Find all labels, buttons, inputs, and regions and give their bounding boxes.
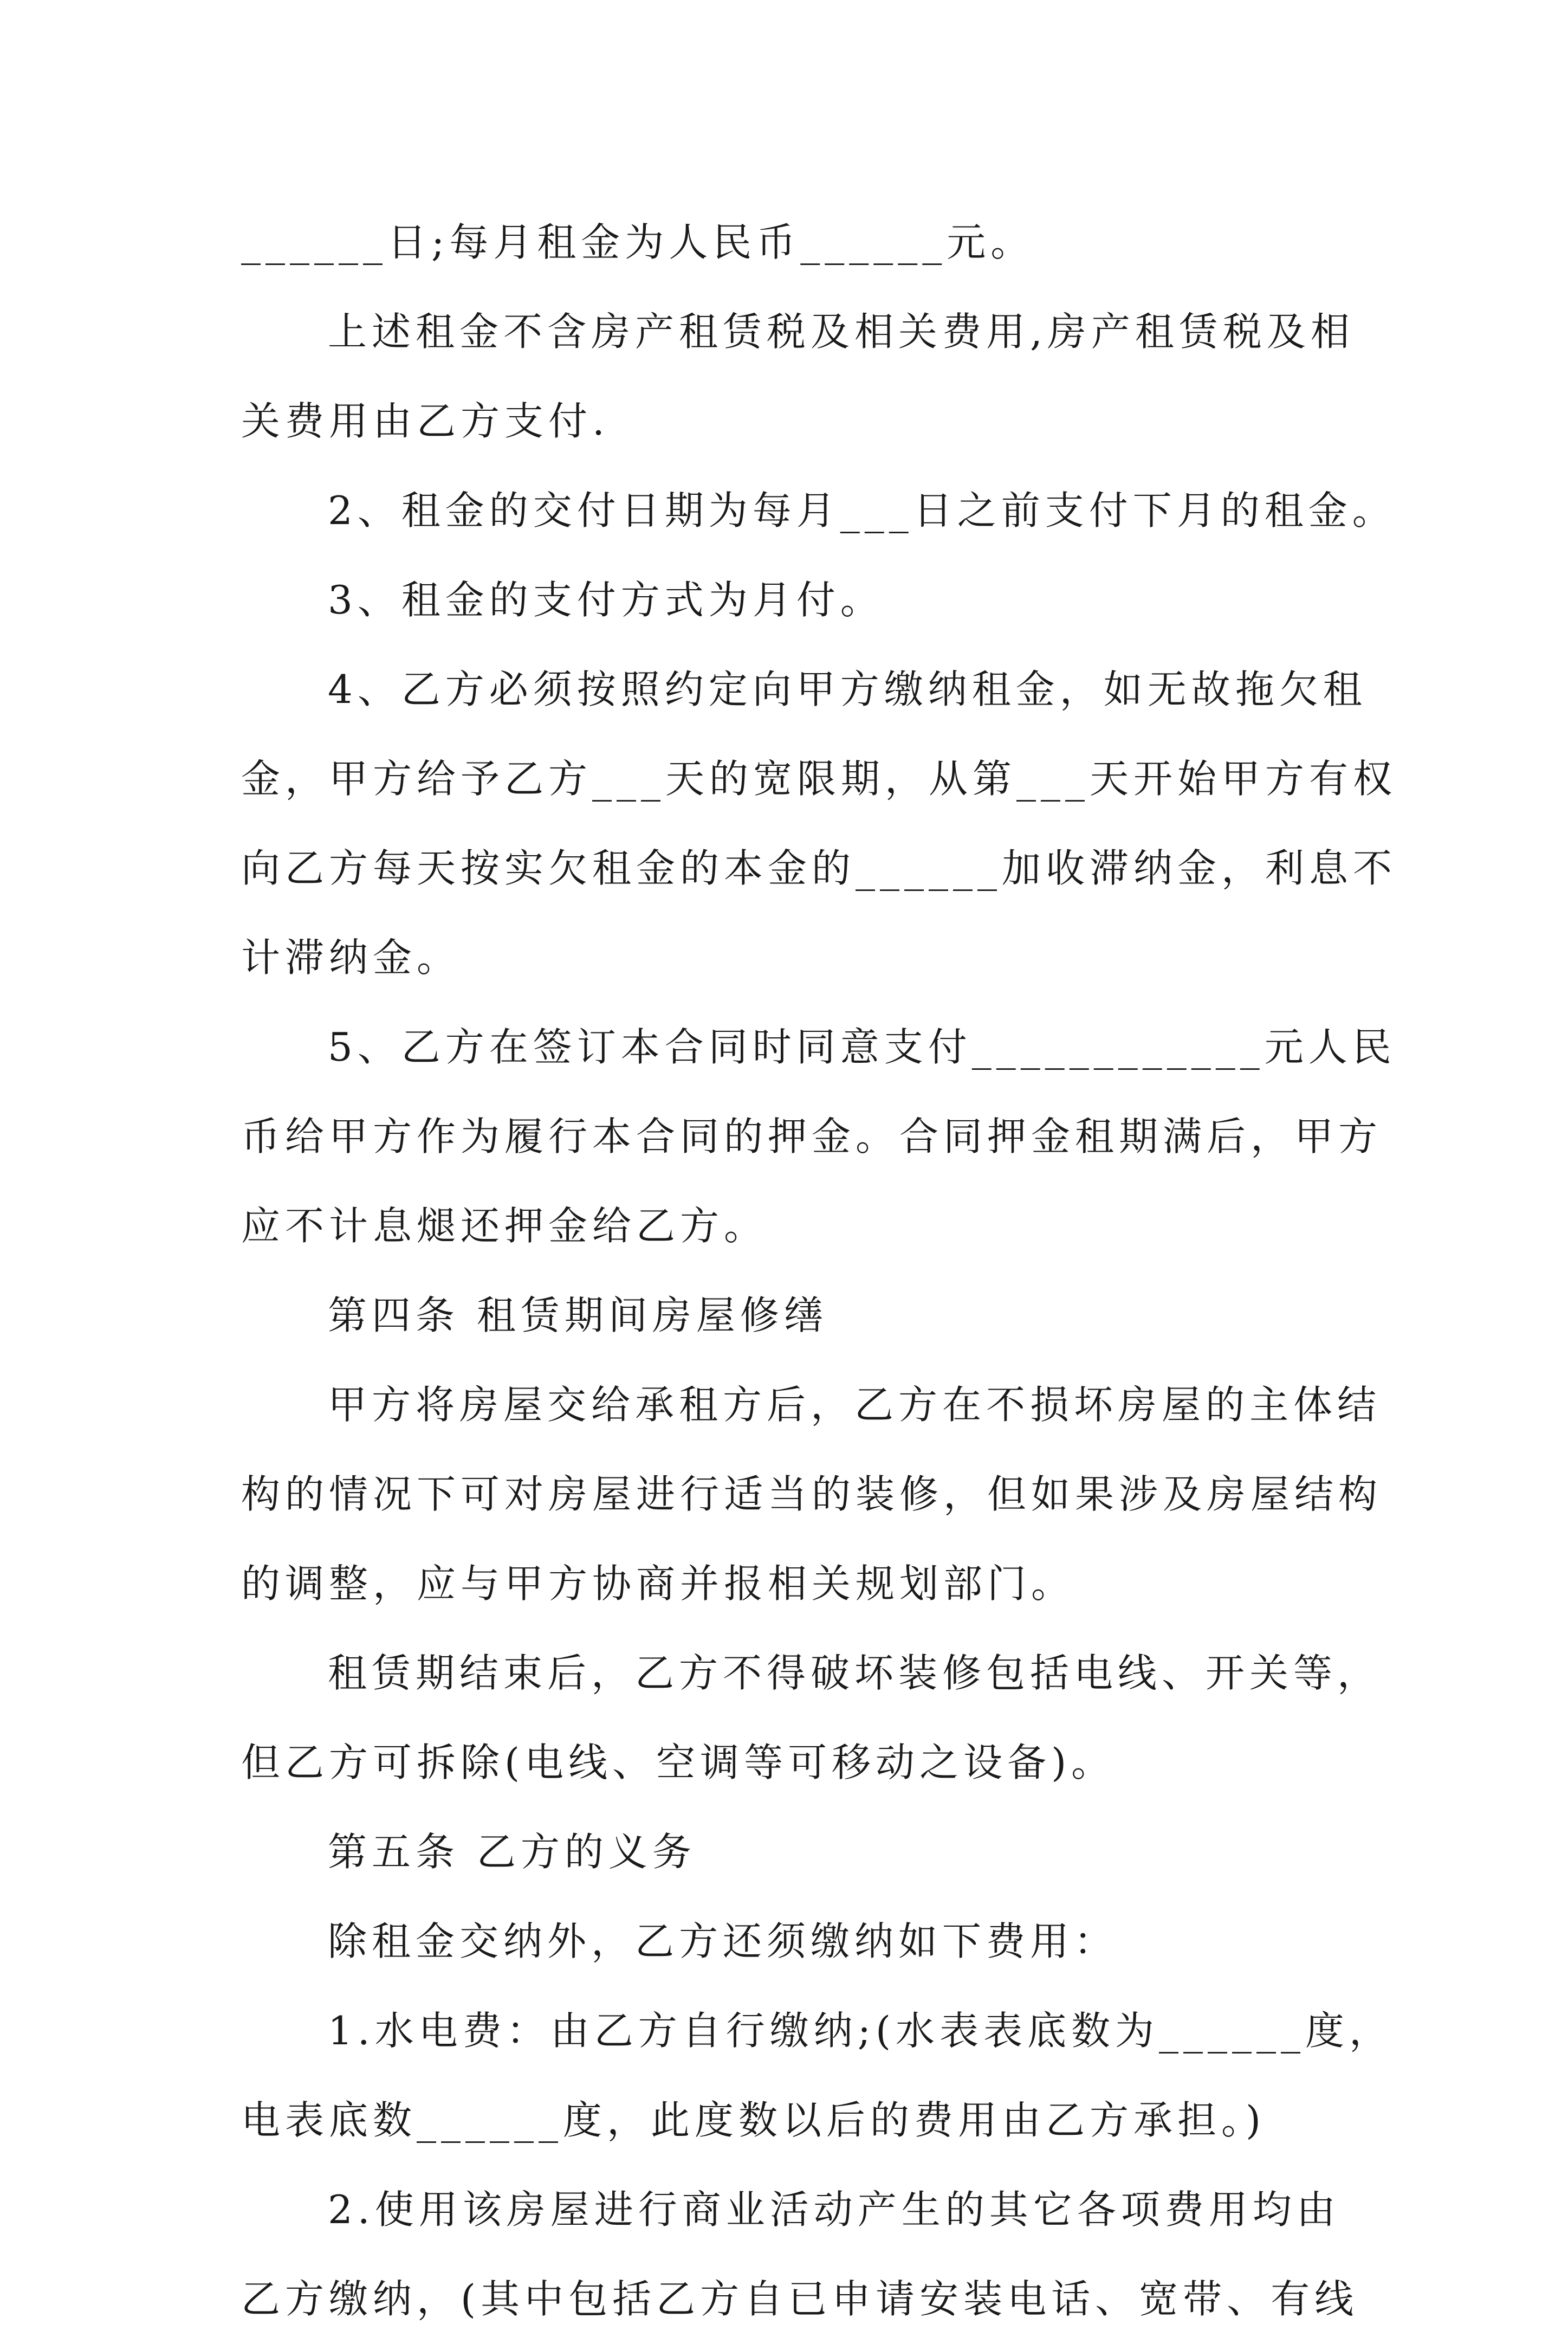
text-line: 除租金交纳外，乙方还须缴纳如下费用： — [328, 1919, 1118, 1964]
text-line: 2、租金的交付日期为每月___日之前支付下月的租金。 — [328, 488, 1396, 533]
text-line: 甲方将房屋交给承租方后，乙方在不损坏房屋的主体结 — [328, 1382, 1382, 1428]
text-line: 第四条 租赁期间房屋修缮 — [328, 1293, 828, 1338]
text-line: 但乙方可拆除(电线、空调等可移动之设备)。 — [241, 1740, 1116, 1785]
text-line: 计滞纳金。 — [241, 935, 461, 980]
text-line: 应不计息煺还押金给乙方。 — [241, 1203, 768, 1249]
text-line: 4、乙方必须按照约定向甲方缴纳租金，如无故拖欠租 — [328, 667, 1367, 712]
text-line: 1.水电费：由乙方自行缴纳;(水表表底数为______度， — [328, 2008, 1394, 2054]
text-line: 关费用由乙方支付. — [241, 398, 610, 444]
text-line: ______日;每月租金为人民币______元。 — [241, 219, 1035, 265]
text-line: 电表底数______度，此度数以后的费用由乙方承担。) — [241, 2097, 1266, 2143]
text-line: 租赁期结束后，乙方不得破坏装修包括电线、开关等， — [328, 1650, 1382, 1696]
text-line: 上述租金不含房产租赁税及相关费用,房产租赁税及相 — [328, 309, 1355, 354]
text-line: 的调整，应与甲方协商并报相关规划部门。 — [241, 1561, 1075, 1606]
text-line: 乙方缴纳，(其中包括乙方自已申请安装电话、宽带、有线 — [241, 2276, 1359, 2322]
text-line: 币给甲方作为履行本合同的押金。合同押金租期满后，甲方 — [241, 1114, 1383, 1159]
text-line: 向乙方每天按实欠租金的本金的______加收滞纳金，利息不 — [241, 845, 1397, 891]
document-body — [241, 198, 1397, 2344]
text-line: 第五条 乙方的义务 — [328, 1829, 696, 1875]
text-line: 5、乙方在签订本合同时同意支付____________元人民 — [328, 1024, 1396, 1070]
text-line: 金，甲方给予乙方___天的宽限期，从第___天开始甲方有权 — [241, 756, 1397, 802]
text-line: 3、租金的支付方式为月付。 — [328, 577, 884, 623]
text-line: 2.使用该房屋进行商业活动产生的其它各项费用均由 — [328, 2187, 1340, 2232]
text-line: 构的情况下可对房屋进行适当的装修，但如果涉及房屋结构 — [241, 1471, 1383, 1517]
